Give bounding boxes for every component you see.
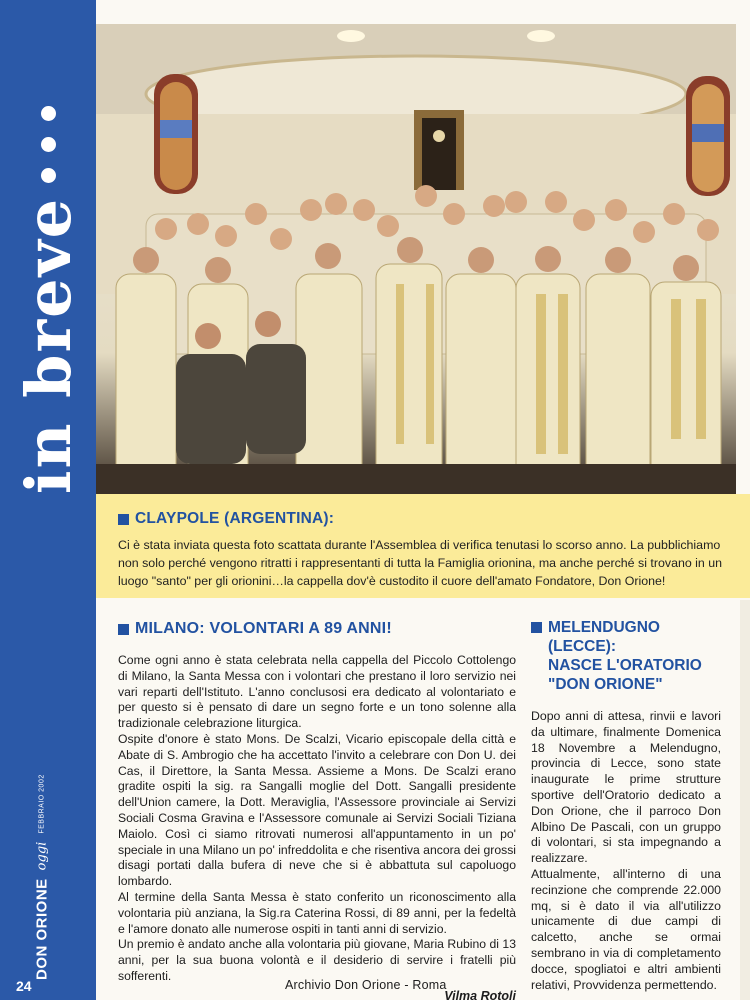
melendugno-body	[531, 709, 721, 993]
claypole-text: Ci è stata inviata questa foto scattata durante l'Assemblea di verifica tenutasi lo scorso anno. La pubblichiamo non solo perché vengono ritratti i rappresentanti di tutta la Famiglia orionina, ma anche perché si trovano in un luogo "santo" per gli orionini…la cappella dov'è custodito il cuore dell'amato Fondatore, Don Orione!	[118, 538, 723, 588]
author-signature: Vilma Rotoli	[444, 988, 516, 1000]
section-sidebar	[0, 0, 96, 1000]
issue-date: FEBBRAIO 2002	[38, 774, 46, 834]
section-label-text: in breve	[11, 196, 85, 495]
milano-article	[118, 620, 516, 1000]
paragraph: Come ogni anno è stata celebrata nella cappella del Piccolo Cottolengo di Milano, la Santa Messa con i volontari che prestano il loro servizio nei vari reparti dell'Istituto. L'anno conclusosi era dedicato al volontariato e per questo si è pensato di dare un segno forte e un tono solenne alla tradizionale celebrazione liturgica.	[118, 653, 516, 731]
magazine-tag	[33, 774, 51, 980]
paragraph: Un premio è andato anche alla volontaria più giovane, Maria Rubino di 13 anni, per la sua buona volontà e il desiderio di servire i fratelli più sofferenti.	[118, 937, 516, 983]
square-bullet-icon	[118, 514, 129, 525]
square-bullet-icon	[118, 624, 129, 635]
column-divider	[521, 618, 522, 968]
paragraph: Dopo anni di attesa, rinvii e lavori da ultimare, finalmente Domenica 18 Novembre a Melendugno, provincia di Lecce, sono state inaugurate le prime strutture sportive dell'Oratorio dedicato a Don Orione, che il parroco Don Albino De Pascali, con un gruppo di volontari, si sta impegnando a realizzare.	[531, 709, 721, 866]
title-line: "DON ORIONE"	[548, 676, 663, 693]
title-line: NASCE L'ORATORIO	[548, 657, 702, 674]
archive-note: Archivio Don Orione - Roma	[285, 978, 447, 992]
milano-title	[118, 620, 516, 638]
milano-body	[118, 653, 516, 985]
title-line: (LECCE):	[548, 638, 617, 655]
group-photo-illustration	[96, 24, 736, 494]
claypole-title-text: CLAYPOLE (ARGENTINA):	[135, 510, 335, 527]
page-number: 24	[16, 978, 32, 994]
magazine-subtitle: oggi	[34, 841, 50, 871]
section-label	[13, 0, 83, 600]
milano-title-text: MILANO: VOLONTARI A 89 ANNI!	[135, 620, 392, 637]
paragraph: Attualmente, all'interno di una recinzione che comprende 22.000 mq, si è dato il via all'utilizzo unicamente di due campi di calcetto, anche se ormai sembrano in via di completamento docce, spogliatoi e altri ambienti relativi, Provvidenza permettendo.	[531, 866, 721, 992]
melendugno-title	[531, 618, 721, 694]
magazine-name: DON ORIONE	[33, 878, 51, 980]
title-line: MELENDUGNO	[548, 619, 660, 636]
page-edge	[740, 600, 750, 1000]
melendugno-article	[531, 618, 721, 993]
paragraph: Ospite d'onore è stato Mons. De Scalzi, Vicario episcopale della città e Abate di S. Ambrogio che ha accettato l'invito a celebrare con Don U. dei Cas, il Direttore, la Santa Messa. Assieme a Mons. De Scalzi erano gradite ospiti la sig. ra Sangalli moglie del Dott. Sangalli presidente dell'Union camere, la Dott. Meraviglia, l'Assessore provinciale ai Servizi Sociali Cosma Gravina e l'Assessore comunale ai Servizi Sociali Tiziana Maiolo. Così ci siamo ritrovati numerosi all'appuntamento in un po' speciale in una Milano un po' infreddolita e che risentiva ancora dei grossi disagi portati dalla bufera di neve che si è abbattuta sul capoluogo lombardo.	[118, 731, 516, 889]
claypole-caption	[96, 494, 750, 598]
square-bullet-icon	[531, 622, 542, 633]
paragraph: Al termine della Santa Messa è stato conferito un riconoscimento alla volontaria più anziana, la Sig.ra Caterina Rossi, di 89 anni, per la fedeltà e l'amore donato alle numerose ospiti in tanti anni di servizio.	[118, 889, 516, 936]
ellipsis-dots	[41, 106, 56, 183]
group-photo	[96, 24, 736, 494]
melendugno-title-lines	[548, 618, 702, 694]
claypole-title	[118, 510, 734, 528]
